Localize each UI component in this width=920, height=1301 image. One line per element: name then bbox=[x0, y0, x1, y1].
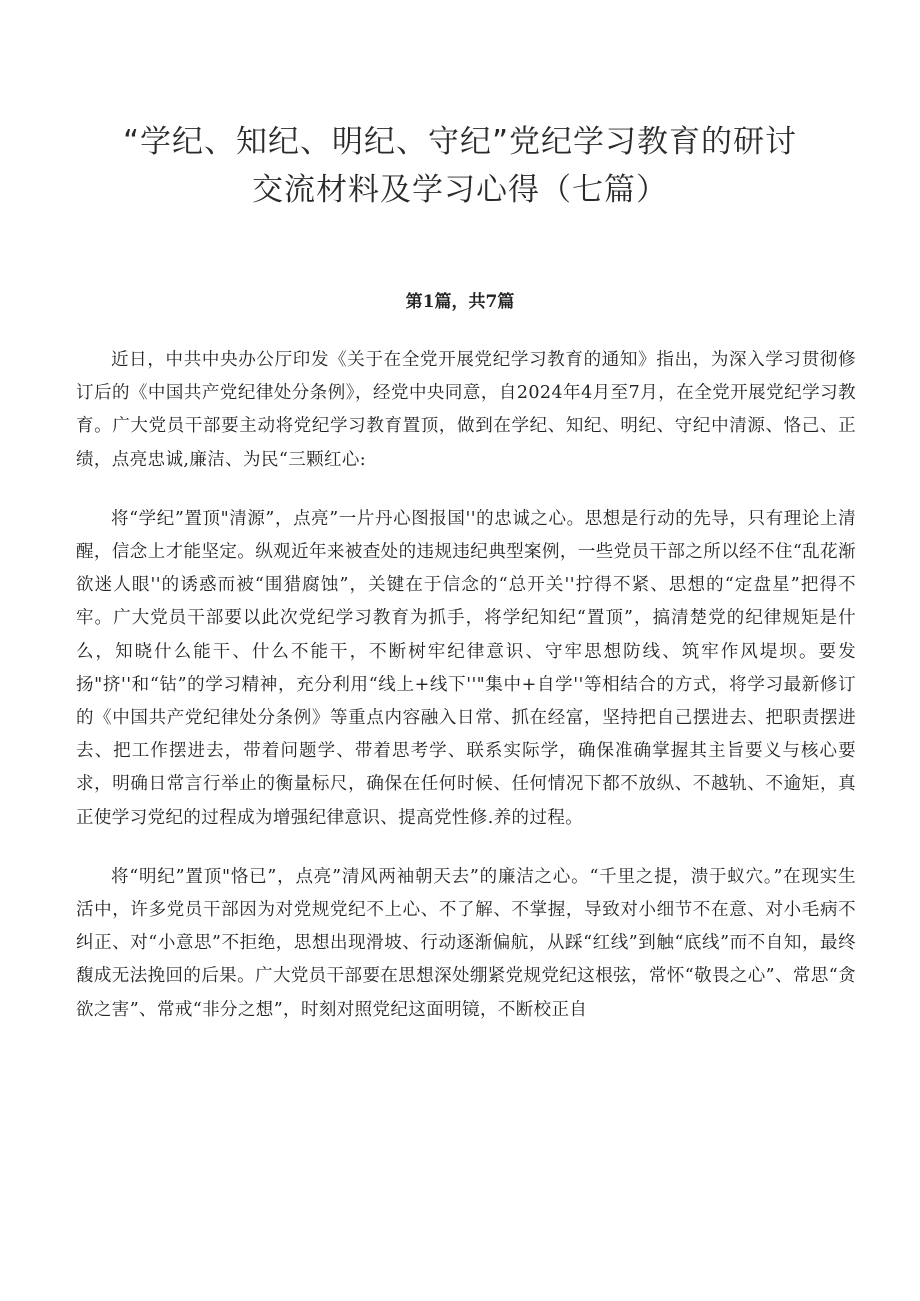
paragraph-mingji: 将“明纪”置顶"恪已”，点亮”清风两袖朝天去”的廉洁之心。“千里之提，溃于蚁穴。”在现实生活中，许多党员干部因为对党规党纪不上心、不了解、不掌握，导致对小细节不在意、对小毛病不纠正、对“小意思”不拒绝，思想出现滑坡、行动逐渐偏航，从踩“红线”到触“底线”而不自知，最终馥成无法挽回的后果。广大党员干部要在思想深处绷紧党规党纪这根弦，常怀“敬畏之心”、常思“贪欲之害”、常戒“非分之想”，时刻对照党纪这面明镜，不断校正自 bbox=[76, 866, 856, 1020]
paragraph-xueji: 将“学纪”置顶"清源”，点亮”一片丹心图报国''的忠诚之心。思想是行动的先导，只有理论上清醒，信念上才能坚定。纵观近年来被查处的违规违纪典型案例，一些党员干部之所以经不住“乱花渐欲迷人眼''的诱惑而被“围猎腐蚀”，关键在于信念的“总开关''拧得不紧、思想的“定盘星”把得不牢。广大党员干部要以此次党纪学习教育为抓手，将学纪知纪“置顶”，搞清楚党的纪律规矩是什么，知晓什么能干、什么不能干，不断树牢纪律意识、守牢思想防线、筑牢作风堤坝。要发扬"挤''和“钻”的学习精神，充分利用“线上+线下''"集中+自学''等相结合的方式，将学习最新修订的《中国共产党纪律处分条例》等重点内容融入日常、抓在经富，坚持把自己摆进去、把职责摆进去、把工作摆进去，带着问题学、带着思考学、联系实际学，确保准确掌握其主旨要义与核心要求，明确日常言行举止的衡量标尺，确保在任何时候、任何情况下都不放纵、不越轨、不逾矩，真正使学习党纪的过程成为增强纪律意识、提高党性修.养的过程。 bbox=[76, 508, 856, 828]
paragraph-intro: 近日，中共中央办公厅印发《关于在全党开展党纪学习教育的通知》指出，为深入学习贯彻修订后的《中国共产党纪律处分条例》，经党中央同意，自2024年4月至7月，在全党开展党纪学习教育。广大党员干部要主动将党纪学习教育置顶，做到在学纪、知纪、明纪、守纪中清源、恪己、正绩，点亮忠诚,廉洁、为民“三颗红心: bbox=[76, 350, 856, 470]
title-line-2: 交流材料及学习心得（七篇） bbox=[252, 172, 668, 208]
chapter-label: 第1篇，共7篇 bbox=[405, 292, 515, 312]
title-line-1: “学纪、知纪、明纪、守纪”党纪学习教育的研讨 bbox=[122, 124, 798, 160]
document-title bbox=[60, 118, 860, 214]
document-body bbox=[76, 344, 856, 1053]
